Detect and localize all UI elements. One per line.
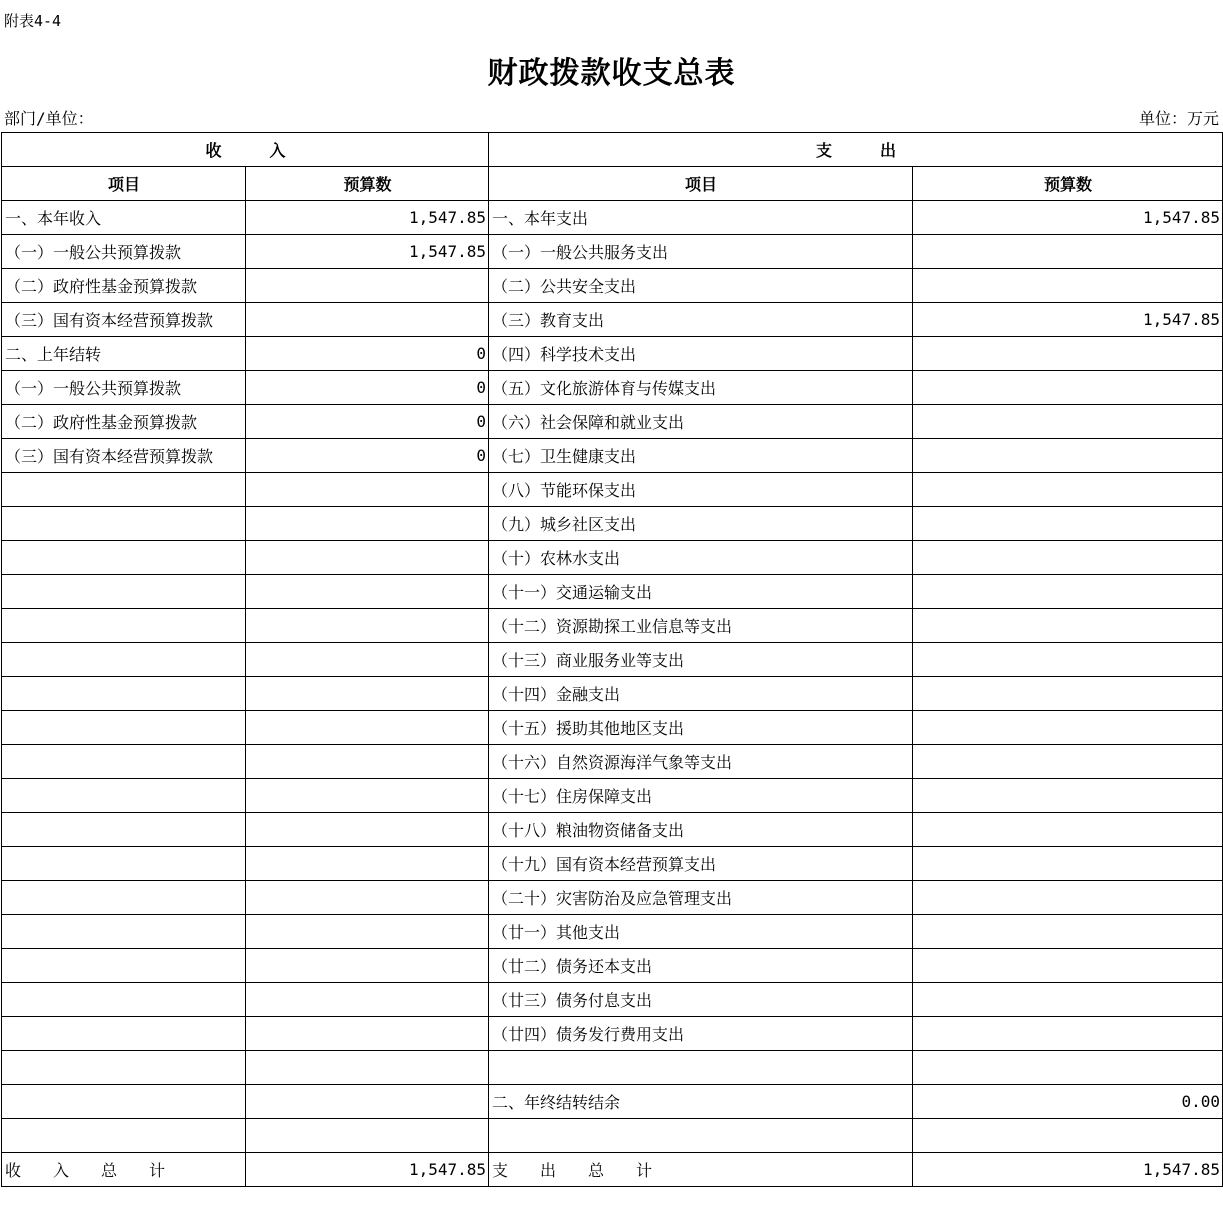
table-row [2, 847, 1223, 881]
table-row [2, 745, 1223, 779]
table-row [2, 235, 1223, 269]
expense-section-header: 支 出 [489, 133, 1223, 167]
income-item-cell [2, 507, 246, 541]
table-row [2, 405, 1223, 439]
table-row [2, 1017, 1223, 1051]
table-row [2, 1119, 1223, 1153]
expense-item-cell: （十八）粮油物资储备支出 [489, 813, 913, 847]
expense-amount-cell [913, 269, 1223, 303]
table-row [2, 677, 1223, 711]
expense-item-cell: （三）教育支出 [489, 303, 913, 337]
expense-item-cell: （十九）国有资本经营预算支出 [489, 847, 913, 881]
expense-amount-cell [913, 745, 1223, 779]
expense-amount-cell [913, 779, 1223, 813]
expense-item-cell: （九）城乡社区支出 [489, 507, 913, 541]
income-item-cell [2, 575, 246, 609]
expense-item-cell: （十五）援助其他地区支出 [489, 711, 913, 745]
income-item-cell [2, 813, 246, 847]
meta-row [0, 106, 1223, 128]
income-amount-cell [246, 1017, 489, 1051]
income-item-cell: （二）政府性基金预算拨款 [2, 269, 246, 303]
income-item-cell [2, 745, 246, 779]
totals-row [2, 1153, 1223, 1187]
expense-amount-cell [913, 507, 1223, 541]
table-row [2, 507, 1223, 541]
table-row [2, 473, 1223, 507]
expense-amount-cell [913, 711, 1223, 745]
expense-item-cell: 一、本年支出 [489, 201, 913, 235]
income-item-cell: （一）一般公共预算拨款 [2, 235, 246, 269]
income-amount-cell: 1,547.85 [246, 201, 489, 235]
expense-item-cell: （十）农林水支出 [489, 541, 913, 575]
income-total-label: 收 入 总 计 [2, 1153, 246, 1187]
income-item-cell [2, 541, 246, 575]
expense-item-cell: （二十）灾害防治及应急管理支出 [489, 881, 913, 915]
attachment-label: 附表4-4 [4, 12, 62, 30]
expense-amount-cell [913, 405, 1223, 439]
expense-amount-cell [913, 813, 1223, 847]
expense-item-cell: （十七）住房保障支出 [489, 779, 913, 813]
income-item-cell: （三）国有资本经营预算拨款 [2, 303, 246, 337]
expense-amount-cell [913, 575, 1223, 609]
income-amount-cell [246, 609, 489, 643]
expense-amount-cell [913, 847, 1223, 881]
income-item-cell [2, 915, 246, 949]
income-item-cell [2, 1017, 246, 1051]
income-amount-cell: 0 [246, 439, 489, 473]
expense-item-cell [489, 1051, 913, 1085]
expense-amount-cell [913, 983, 1223, 1017]
expense-item-cell: （廿三）债务付息支出 [489, 983, 913, 1017]
expense-amount-cell: 1,547.85 [913, 303, 1223, 337]
expense-amount-cell: 1,547.85 [913, 201, 1223, 235]
income-amount-cell [246, 1085, 489, 1119]
expense-amount-cell [913, 473, 1223, 507]
income-amount-cell [246, 643, 489, 677]
column-header-row [2, 167, 1223, 201]
expense-item-cell: （一）一般公共服务支出 [489, 235, 913, 269]
table-row [2, 269, 1223, 303]
income-item-cell [2, 643, 246, 677]
income-item-cell [2, 609, 246, 643]
expense-item-cell: （廿四）债务发行费用支出 [489, 1017, 913, 1051]
expense-amount-cell [913, 1051, 1223, 1085]
page-title: 财政拨款收支总表 [487, 56, 736, 91]
expense-amount-cell [913, 949, 1223, 983]
income-amount-cell [246, 779, 489, 813]
budget-table [1, 132, 1223, 1187]
expense-item-cell: （廿一）其他支出 [489, 915, 913, 949]
income-amount-cell [246, 541, 489, 575]
expense-item-cell: （四）科学技术支出 [489, 337, 913, 371]
table-row [2, 575, 1223, 609]
expense-item-cell: （八）节能环保支出 [489, 473, 913, 507]
income-amount-cell [246, 847, 489, 881]
expense-amount-cell [913, 1017, 1223, 1051]
expense-amount-cell [913, 371, 1223, 405]
expense-amount-cell [913, 235, 1223, 269]
income-amount-cell [246, 1119, 489, 1153]
table-row [2, 439, 1223, 473]
income-amount-cell [246, 881, 489, 915]
income-amount-cell [246, 303, 489, 337]
income-amount-cell [246, 269, 489, 303]
income-item-cell [2, 983, 246, 1017]
expense-item-cell: （六）社会保障和就业支出 [489, 405, 913, 439]
expense-amount-cell [913, 677, 1223, 711]
expense-amount-cell [913, 1119, 1223, 1153]
income-item-cell: （一）一般公共预算拨款 [2, 371, 246, 405]
expense-item-cell: 二、年终结转结余 [489, 1085, 913, 1119]
income-amount-cell: 0 [246, 371, 489, 405]
expense-amount-cell [913, 643, 1223, 677]
expense-item-cell: （十二）资源勘探工业信息等支出 [489, 609, 913, 643]
income-item-cell [2, 1119, 246, 1153]
unit-label: 单位：万元 [1138, 109, 1219, 128]
income-item-cell: 一、本年收入 [2, 201, 246, 235]
table-row [2, 881, 1223, 915]
expense-item-cell [489, 1119, 913, 1153]
expense-item-header: 项目 [489, 167, 913, 201]
section-header-row [2, 133, 1223, 167]
table-row [2, 915, 1223, 949]
income-amount-cell [246, 473, 489, 507]
income-amount-cell [246, 949, 489, 983]
table-body [2, 201, 1223, 1153]
expense-amount-cell [913, 337, 1223, 371]
table-row [2, 779, 1223, 813]
expense-amount-cell [913, 915, 1223, 949]
income-amount-cell [246, 983, 489, 1017]
income-amount-cell [246, 575, 489, 609]
expense-budget-header: 预算数 [913, 167, 1223, 201]
expense-item-cell: （五）文化旅游体育与传媒支出 [489, 371, 913, 405]
expense-item-cell: （七）卫生健康支出 [489, 439, 913, 473]
table-row [2, 201, 1223, 235]
table-row [2, 371, 1223, 405]
income-item-cell [2, 1085, 246, 1119]
expense-item-cell: （廿二）债务还本支出 [489, 949, 913, 983]
table-row [2, 813, 1223, 847]
expense-total-label: 支 出 总 计 [489, 1153, 913, 1187]
expense-amount-cell [913, 541, 1223, 575]
income-amount-cell: 1,547.85 [246, 235, 489, 269]
expense-item-cell: （十三）商业服务业等支出 [489, 643, 913, 677]
income-amount-cell [246, 813, 489, 847]
income-item-cell [2, 1051, 246, 1085]
income-section-header: 收 入 [2, 133, 489, 167]
income-budget-header: 预算数 [246, 167, 489, 201]
department-label: 部门/单位： [4, 109, 94, 128]
table-row [2, 337, 1223, 371]
income-item-cell [2, 881, 246, 915]
income-amount-cell: 0 [246, 405, 489, 439]
table-row [2, 541, 1223, 575]
table-row [2, 303, 1223, 337]
income-amount-cell [246, 507, 489, 541]
income-amount-cell [246, 1051, 489, 1085]
table-row [2, 643, 1223, 677]
income-amount-cell [246, 915, 489, 949]
expense-item-cell: （二）公共安全支出 [489, 269, 913, 303]
income-item-cell [2, 779, 246, 813]
expense-amount-cell [913, 609, 1223, 643]
income-item-cell: （三）国有资本经营预算拨款 [2, 439, 246, 473]
expense-item-cell: （十六）自然资源海洋气象等支出 [489, 745, 913, 779]
expense-item-cell: （十一）交通运输支出 [489, 575, 913, 609]
expense-total-amount: 1,547.85 [913, 1153, 1223, 1187]
income-item-cell: 二、上年结转 [2, 337, 246, 371]
income-item-header: 项目 [2, 167, 246, 201]
income-item-cell [2, 847, 246, 881]
income-amount-cell [246, 745, 489, 779]
table-row [2, 1051, 1223, 1085]
table-row [2, 1085, 1223, 1119]
expense-amount-cell [913, 881, 1223, 915]
income-total-amount: 1,547.85 [246, 1153, 489, 1187]
income-item-cell [2, 677, 246, 711]
income-item-cell [2, 711, 246, 745]
expense-item-cell: （十四）金融支出 [489, 677, 913, 711]
income-amount-cell: 0 [246, 337, 489, 371]
expense-amount-cell: 0.00 [913, 1085, 1223, 1119]
table-row [2, 949, 1223, 983]
income-item-cell [2, 949, 246, 983]
income-item-cell: （二）政府性基金预算拨款 [2, 405, 246, 439]
income-amount-cell [246, 711, 489, 745]
income-amount-cell [246, 677, 489, 711]
table-row [2, 609, 1223, 643]
table-row [2, 711, 1223, 745]
table-row [2, 983, 1223, 1017]
expense-amount-cell [913, 439, 1223, 473]
income-item-cell [2, 473, 246, 507]
